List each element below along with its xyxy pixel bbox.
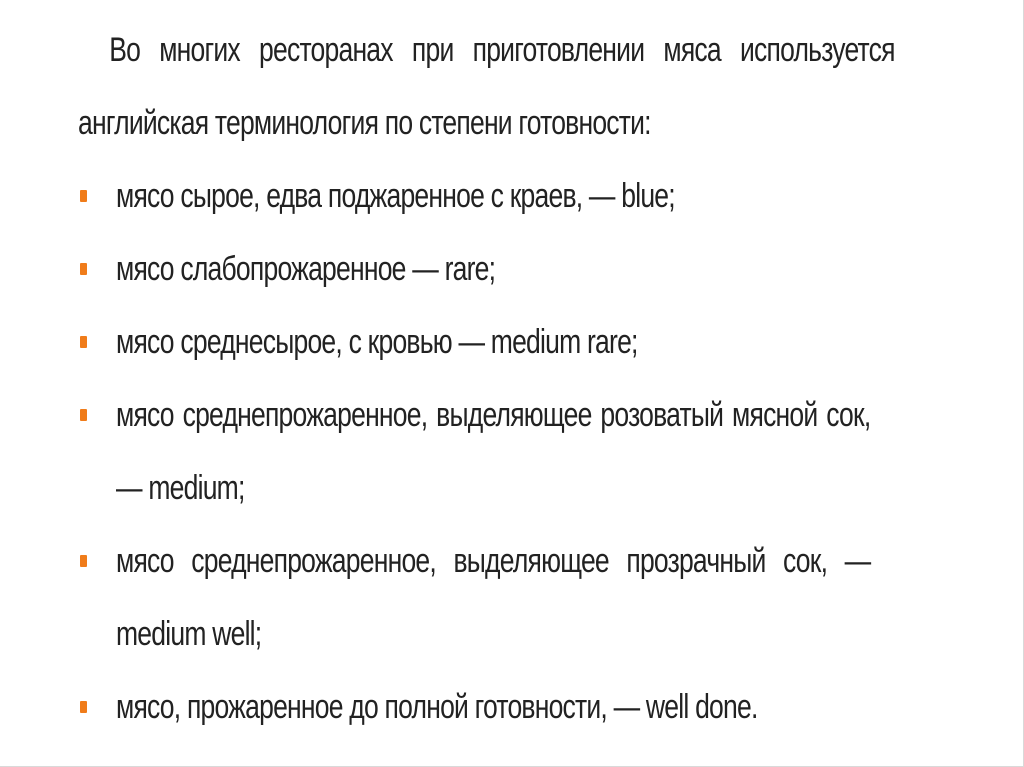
list-item-well-done	[78, 671, 896, 744]
list-item-medium	[78, 379, 896, 525]
list-item-text: мясо среднепрожаренное, выделяющее прозрачный сок, — medium well;	[116, 542, 871, 653]
list-item-blue	[78, 160, 896, 233]
intro-paragraph: Во многих ресторанах при приготовлении мяса используется английская терминология по степени готовности:	[78, 31, 895, 142]
list-item-medium-rare	[78, 306, 896, 379]
bullet-icon	[80, 190, 87, 202]
bullet-icon	[80, 336, 87, 348]
list-item-text: мясо слабопрожаренное — rare;	[116, 250, 496, 288]
bullet-icon	[80, 409, 87, 421]
list-item-text: мясо среднесырое, с кровью — medium rare;	[116, 323, 638, 361]
list-item-text: мясо сырое, едва поджаренное с краев, — blue;	[116, 177, 675, 215]
list-item-text: мясо среднепрожаренное, выделяющее розоватый мясной сок, — medium;	[116, 396, 871, 507]
terminology-list	[78, 160, 896, 744]
list-item-text: мясо, прожаренное до полной готовности, — well done.	[116, 688, 758, 726]
slide-content	[78, 14, 896, 744]
list-item-rare	[78, 233, 896, 306]
bullet-icon	[80, 263, 87, 275]
bullet-icon	[80, 701, 87, 713]
list-item-medium-well	[78, 525, 896, 671]
bullet-icon	[80, 555, 87, 567]
